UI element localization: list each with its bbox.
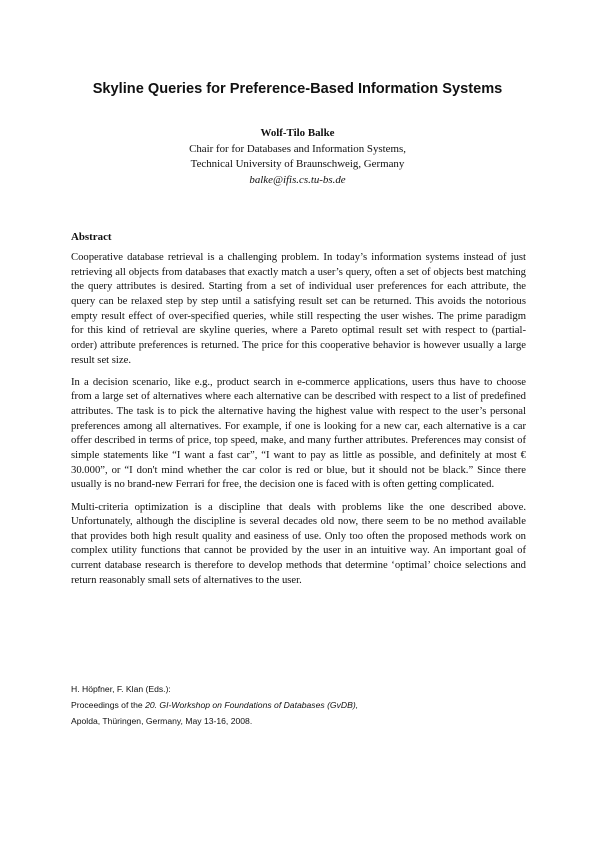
footnote-proceedings-prefix: Proceedings of the [71, 700, 146, 710]
author-affiliation-line2: Technical University of Braunschweig, Germany [190, 158, 405, 170]
author-email: balke@ifis.cs.tu-bs.de [249, 173, 346, 186]
author-affiliation-line1: Chair for for Databases and Information Systems, [189, 142, 406, 155]
footnote-editors: H. Höpfner, F. Klan (Eds.): [71, 684, 171, 694]
proceedings-footnote [71, 681, 526, 729]
author-block [0, 126, 595, 188]
footnote-location-date: Apolda, Thüringen, Germany, May 13-16, 2008. [71, 716, 253, 726]
abstract-heading: Abstract [71, 231, 112, 243]
abstract-paragraph-3: Multi-criteria optimization is a discipline that deals with problems like the one described above. Unfortunately, although the discipline is several decades old now, there seem to be no method available that provides both high result quality and easiness of use. Only too often the proposed methods work on complex utility functions that cannot be provided by the user in an intuitive way. An important goal of current database research is therefore to develop methods that determine ‘optimal’ choice selections and return reasonably small sets of alternatives to the user. [71, 501, 526, 586]
footnote-proceedings [71, 697, 526, 713]
footnote-proceedings-venue: 20. GI-Workshop on Foundations of Databases (GvDB), [145, 700, 359, 710]
abstract-paragraph-2: In a decision scenario, like e.g., product search in e-commerce applications, users thus have to choose from a large set of alternatives where each alternative can be described with respect to a list of predefined attributes. The task is to pick the alternative having the highest value with respect to the user’s personal preferences among all alternatives. For example, if one is looking for a new car, each alternative is a car offer described in terms of price, top speed, make, and many further attributes. Preferences may consist of simple statements like “I want a fast car”, “I want to pay as little as possible, and definitely at most € 30.000”, or “I don't mind whether the car color is red or blue, but it should not be black.” Since there usually is no brand-new Ferrari for free, the decision one is faced with is often getting complicated. [71, 376, 526, 491]
author-name: Wolf-Tilo Balke [260, 127, 335, 139]
paper-title: Skyline Queries for Preference-Based Information Systems [92, 81, 503, 97]
abstract-paragraph-1: Cooperative database retrieval is a challenging problem. In today’s information systems instead of just retrieving all objects from databases that exactly match a user’s query, often a set of objects best matching the query attributes is desired. Starting from a set of individual user preferences for each attribute, the query can be relaxed step by step until a satisfying result set can be returned. This avoids the notorious empty result effect of over-specified queries, while still respecting the user wishes. The prime paradigm for this kind of retrieval are skyline queries, where a Pareto optimal result set with respect to (partial-order) attribute preferences is returned. The price for this cooperative behavior is however usually a large result set size. [71, 252, 526, 366]
abstract-body [71, 251, 526, 596]
